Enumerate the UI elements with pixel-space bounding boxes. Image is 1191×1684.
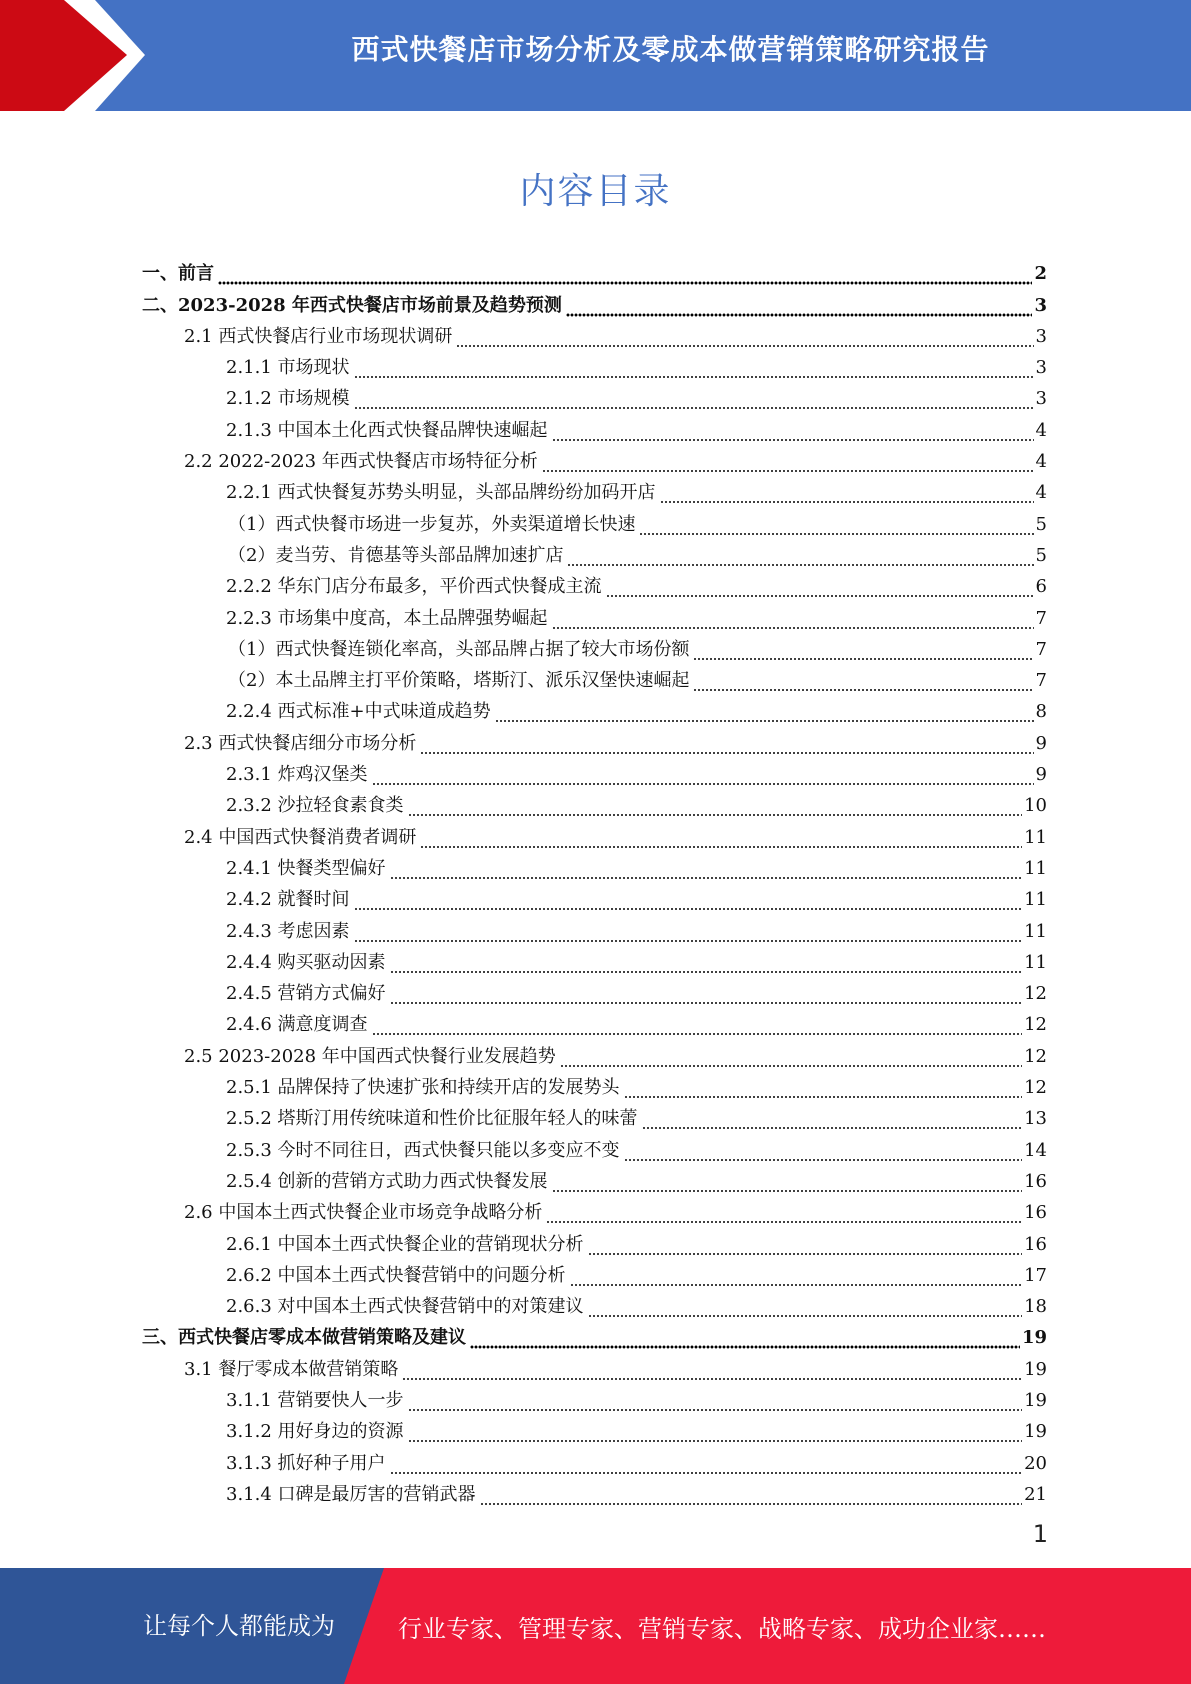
page-number: 1 [1032,1520,1048,1548]
toc-dot-leader [693,645,1033,661]
toc-dot-leader [456,332,1033,348]
toc-dot-leader [624,1146,1023,1162]
toc-dot-leader [624,1083,1023,1099]
toc-entry[interactable] [142,410,1047,441]
toc-entry[interactable] [142,379,1047,410]
toc-entry-page: 7 [1035,670,1047,692]
toc-dot-leader [566,301,1033,317]
toc-heading: 内容目录 [519,171,672,212]
toc-dot-leader [470,1333,1020,1349]
toc-entry[interactable] [142,1287,1047,1318]
toc-entry-page: 7 [1035,638,1047,660]
toc-entry[interactable] [142,473,1047,504]
toc-entry[interactable] [142,317,1047,348]
toc-entry-label: 2.3.1 炸鸡汉堡类 [226,764,368,786]
toc-entry-label: 2.6.3 对中国本土西式快餐营销中的对策建议 [226,1296,584,1318]
toc-entry[interactable] [142,849,1047,880]
toc-dot-leader [218,269,1032,285]
toc-entry-page: 12 [1024,1077,1047,1099]
toc-entry-page: 4 [1035,419,1047,441]
toc-entry[interactable] [142,1005,1047,1036]
toc-entry-label: 3.1.3 抓好种子用户 [226,1452,386,1474]
toc-dot-leader [642,1114,1023,1130]
toc-entry-label: 2.6 中国本土西式快餐企业市场竞争战略分析 [184,1202,543,1224]
header-banner [0,0,1191,111]
toc-entry[interactable] [142,1349,1047,1380]
toc-entry[interactable] [142,880,1047,911]
toc-entry-label: 2.4.1 快餐类型偏好 [226,857,386,879]
toc-entry-label: 2.4.4 购买驱动因素 [226,951,386,973]
toc-entry-page: 10 [1024,795,1047,817]
toc-entry-label: 2.3.2 沙拉轻食素食类 [226,795,404,817]
toc-entry-page: 12 [1024,1045,1047,1067]
toc-entry-label: 2.4 中国西式快餐消费者调研 [184,826,417,848]
toc-entry-label: 2.4.5 营销方式偏好 [226,983,386,1005]
toc-entry[interactable] [142,1193,1047,1224]
toc-entry-page: 5 [1035,544,1047,566]
toc-entry[interactable] [142,1036,1047,1067]
footer-banner [0,1568,1191,1684]
toc-dot-leader [390,1459,1023,1475]
toc-dot-leader [354,927,1023,943]
toc-entry-label: 2.4.3 考虑因素 [226,920,350,942]
toc-dot-leader [420,739,1033,755]
toc-dot-leader [390,864,1023,880]
toc-entry[interactable] [142,943,1047,974]
toc-entry[interactable] [142,348,1047,379]
toc-entry[interactable] [142,974,1047,1005]
toc-entry-label: 2.2.1 西式快餐复苏势头明显，头部品牌纷纷加码开店 [226,482,656,504]
toc-dot-leader [495,707,1034,723]
toc-entry[interactable] [142,1412,1047,1443]
report-title: 西式快餐店市场分析及零成本做营销策略研究报告 [351,33,990,66]
toc-dot-leader [552,614,1034,630]
toc-entry-label: 2.4.2 就餐时间 [226,889,350,911]
toc-entry[interactable] [142,1224,1047,1255]
toc-entry[interactable] [142,1256,1047,1287]
toc-entry[interactable] [142,567,1047,598]
toc-entry-label: 3.1 餐厅零成本做营销策略 [184,1358,399,1380]
toc-entry-page: 5 [1035,513,1047,535]
toc-entry-page: 20 [1024,1452,1047,1474]
toc-entry-label: 2.6.2 中国本土西式快餐营销中的问题分析 [226,1264,566,1286]
toc-entry[interactable] [142,786,1047,817]
toc-entry-page: 14 [1024,1139,1047,1161]
toc-dot-leader [372,1020,1023,1036]
toc-entry-label: 2.5 2023-2028 年中国西式快餐行业发展趋势 [184,1045,556,1067]
toc-entry[interactable] [142,504,1047,535]
toc-entry[interactable] [142,911,1047,942]
toc-entry-label: 2.2.2 华东门店分布最多，平价西式快餐成主流 [226,576,602,598]
footer-slogan-right: 行业专家、管理专家、营销专家、战略专家、成功企业家…… [398,1615,1046,1643]
toc-dot-leader [570,1271,1023,1287]
toc-entry-page: 6 [1035,576,1047,598]
toc-dot-leader [660,488,1034,504]
toc-dot-leader [390,958,1023,974]
toc-entry[interactable] [142,1068,1047,1099]
toc-entry-page: 19 [1021,1327,1047,1349]
toc-dot-leader [354,394,1034,410]
toc-dot-leader [560,1052,1022,1068]
toc-dot-leader [639,520,1033,536]
red-chevron-arrow-icon [0,0,170,111]
toc-entry-label: （2）本土品牌主打平价策略，塔斯汀、派乐汉堡快速崛起 [228,670,690,692]
toc-entry-label: 3.1.4 口碑是最厉害的营销武器 [226,1483,476,1505]
toc-dot-leader [546,1208,1022,1224]
toc-entry-page: 3 [1035,325,1047,347]
toc-entry-label: 三、西式快餐店零成本做营销策略及建议 [142,1327,466,1349]
toc-entry-label: 2.5.3 今时不同往日，西式快餐只能以多变应不变 [226,1139,620,1161]
toc-entry-label: 2.5.2 塔斯汀用传统味道和性价比征服年轻人的味蕾 [226,1108,638,1130]
toc-entry[interactable] [142,817,1047,848]
toc-entry-page: 13 [1024,1108,1047,1130]
toc-entry[interactable] [142,285,1047,316]
toc-entry-page: 9 [1035,764,1047,786]
toc-entry[interactable] [142,1162,1047,1193]
toc-entry-page: 18 [1024,1296,1047,1318]
toc-dot-leader [390,989,1023,1005]
toc-entry[interactable] [142,692,1047,723]
toc-dot-leader [420,833,1022,849]
toc-entry-page: 19 [1024,1358,1047,1380]
toc-entry-page: 21 [1024,1483,1047,1505]
toc-entry-page: 12 [1024,1014,1047,1036]
toc-entry-label: （2）麦当劳、肯德基等头部品牌加速扩店 [228,544,564,566]
footer-slogan-left: 让每个人都能成为 [143,1612,335,1640]
toc-dot-leader [552,426,1034,442]
toc-entry-page: 4 [1035,482,1047,504]
toc-entry-label: 2.5.4 创新的营销方式助力西式快餐发展 [226,1170,548,1192]
toc-entry-label: 3.1.2 用好身边的资源 [226,1421,404,1443]
toc-dot-leader [480,1490,1023,1506]
toc-entry[interactable] [142,1099,1047,1130]
toc-entry-page: 2 [1034,263,1047,285]
toc-entry-label: 2.6.1 中国本土西式快餐企业的营销现状分析 [226,1233,584,1255]
toc-dot-leader [588,1240,1023,1256]
toc-entry-page: 11 [1024,920,1047,942]
toc-entry-page: 16 [1024,1202,1047,1224]
toc-entry-label: 2.2.4 西式标准+中式味道成趋势 [226,701,491,723]
toc-dot-leader [402,1365,1022,1381]
toc-entry-label: （1）西式快餐连锁化率高，头部品牌占据了较大市场份额 [228,638,690,660]
toc-dot-leader [372,770,1034,786]
toc-dot-leader [552,1177,1023,1193]
toc-entry-page: 11 [1024,951,1047,973]
toc-entry-label: 2.5.1 品牌保持了快速扩张和持续开店的发展势头 [226,1077,620,1099]
toc-entry-label: 二、2023-2028 年西式快餐店市场前景及趋势预测 [142,294,562,316]
toc-entry-label: 2.1.1 市场现状 [226,357,350,379]
toc-entry-label: 2.1 西式快餐店行业市场现状调研 [184,325,453,347]
toc-entry[interactable] [142,723,1047,754]
toc-entry-page: 9 [1035,732,1047,754]
toc-dot-leader [588,1302,1023,1318]
toc-entry-page: 11 [1024,826,1047,848]
toc-entry[interactable] [142,254,1047,285]
toc-entry[interactable] [142,755,1047,786]
toc-dot-leader [606,582,1034,598]
toc-entry-page: 12 [1024,983,1047,1005]
toc-dot-leader [354,895,1023,911]
toc-entry-page: 11 [1024,857,1047,879]
toc-entry[interactable] [142,598,1047,629]
toc-entry-page: 4 [1035,451,1047,473]
toc-entry-page: 19 [1024,1421,1047,1443]
toc-dot-leader [542,457,1034,473]
toc-dot-leader [408,1427,1023,1443]
toc-entry-page: 16 [1024,1233,1047,1255]
toc-entry-label: 3.1.1 营销要快人一步 [226,1389,404,1411]
toc-entry[interactable] [142,1318,1047,1349]
toc-entry[interactable] [142,661,1047,692]
toc-entry-page: 8 [1035,701,1047,723]
toc-entry-label: 2.1.3 中国本土化西式快餐品牌快速崛起 [226,419,548,441]
toc-dot-leader [408,801,1023,817]
toc-dot-leader [408,1396,1023,1412]
toc-entry-page: 3 [1035,357,1047,379]
toc-entry-page: 19 [1024,1389,1047,1411]
toc-entry-page: 3 [1035,388,1047,410]
toc-entry-label: 2.3 西式快餐店细分市场分析 [184,732,417,754]
toc-entry[interactable] [142,442,1047,473]
toc-entry[interactable] [142,1475,1047,1506]
toc-entry-label: 2.2 2022-2023 年西式快餐店市场特征分析 [184,451,538,473]
toc-entry-label: 2.1.2 市场规模 [226,388,350,410]
toc-entry[interactable] [142,1443,1047,1474]
toc-entry-label: （1）西式快餐市场进一步复苏，外卖渠道增长快速 [228,513,636,535]
toc-dot-leader [693,676,1033,692]
toc-entry[interactable] [142,1130,1047,1161]
table-of-contents [142,254,1047,1506]
toc-entry-page: 7 [1035,607,1047,629]
toc-dot-leader [567,551,1033,567]
toc-entry-label: 2.2.3 市场集中度高，本土品牌强势崛起 [226,607,548,629]
toc-entry[interactable] [142,1381,1047,1412]
toc-entry-page: 17 [1024,1264,1047,1286]
toc-entry[interactable] [142,536,1047,567]
toc-entry[interactable] [142,630,1047,661]
toc-entry-page: 3 [1034,294,1047,316]
toc-entry-page: 11 [1024,889,1047,911]
toc-entry-label: 一、前言 [142,263,214,285]
toc-entry-label: 2.4.6 满意度调查 [226,1014,368,1036]
toc-entry-page: 16 [1024,1170,1047,1192]
toc-dot-leader [354,363,1034,379]
